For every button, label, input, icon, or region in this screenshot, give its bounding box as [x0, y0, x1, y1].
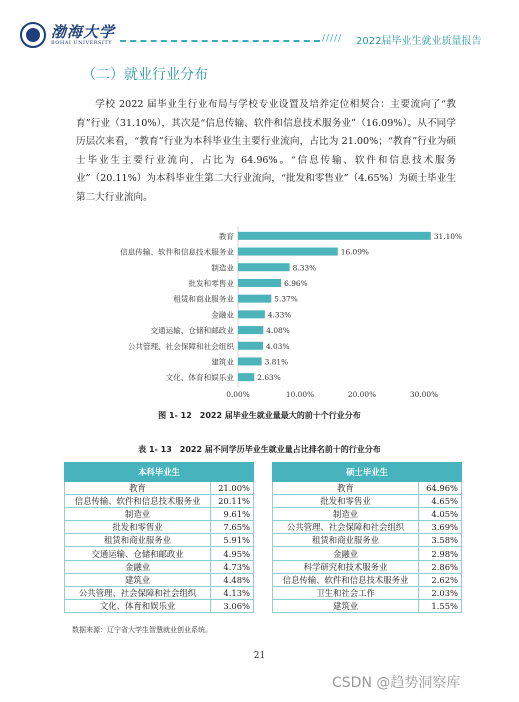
table-row: [65, 521, 254, 534]
table-row: [65, 534, 254, 547]
bar-value-label: 4.33%: [267, 310, 292, 320]
category-label: 建筑业: [211, 357, 234, 367]
figure-caption: 图 1- 12 2022 届毕业生就业量最大的前十个行业分布: [158, 411, 361, 420]
bar-value-label: 2.63%: [257, 373, 281, 383]
section-title: （二）就业行业分布: [82, 67, 208, 83]
industry-name: 制造业: [273, 508, 419, 521]
table-row: [273, 508, 462, 521]
table-row: [273, 599, 462, 612]
bar-value-label: 4.08%: [266, 326, 290, 336]
category-label: 公共管理、社会保障和社会组织: [127, 341, 234, 351]
industry-name: 制造业: [65, 508, 211, 521]
bar-value-label: 6.96%: [284, 278, 308, 288]
table-row: [273, 586, 462, 599]
industry-bar-chart: [60, 222, 470, 402]
x-tick-label: 30.00%: [409, 390, 439, 399]
industry-name: 公共管理、社会保障和社会组织: [65, 586, 211, 599]
industry-share: 3.69%: [419, 521, 462, 534]
table-row: [65, 482, 254, 495]
category-label: 教育: [218, 231, 234, 241]
industry-share: 4.13%: [211, 586, 254, 599]
page-number: 21: [253, 651, 266, 661]
industry-name: 公共管理、社会保障和社会组织: [273, 521, 419, 534]
industry-name: 交通运输、仓储和邮政业: [65, 547, 211, 560]
industry-name: 教育: [273, 482, 419, 495]
category-label: 租赁和商业服务业: [173, 294, 234, 304]
table-row: [65, 508, 254, 521]
category-label: 文化、体育和娱乐业: [165, 373, 234, 383]
bar-value-label: 31.10%: [433, 231, 463, 241]
industry-name: 信息传输、软件和信息技术服务业: [65, 495, 211, 508]
bar: [238, 263, 290, 271]
bar: [238, 248, 338, 256]
header-slash-ornament: /////: [322, 34, 343, 44]
x-tick-label: 20.00%: [347, 390, 377, 399]
table-row: [65, 495, 254, 508]
logo-english-name: BOHAI UNIVERSITY: [51, 40, 113, 46]
table-row: [65, 586, 254, 599]
industry-name: 卫生和社会工作: [273, 586, 419, 599]
industry-share: 4.95%: [211, 547, 254, 560]
table-row: [273, 560, 462, 573]
bar: [238, 232, 431, 240]
table-row: [65, 560, 254, 573]
industry-share: 1.55%: [419, 599, 462, 612]
bar: [238, 373, 254, 381]
industry-name: 文化、体育和娱乐业: [65, 599, 211, 612]
table-row: [273, 521, 462, 534]
graduate-table: [272, 462, 462, 613]
body-paragraph: 学校 2022 届毕业生行业布局与学校专业设置及培养定位相契合：主要流向了“教育”行业（31.10%），其次是“信息传输、软件和信息技术服务业”（16.09%）。从不同学历层次来看，“教育”行业为本科毕业生主要行业流向，占比为 21.00%；“教育”行业为硕士毕业生主要行业流向，占比为 64.96%。“信息传输、软件和信息技术服务业”（20.11%）为本科毕业生第二大行业流向，“批发和零售业”（4.65%）为硕士毕业生第二大行业流向。: [76, 99, 456, 203]
table-row: [273, 495, 462, 508]
logo-chinese-name: 渤海大学: [51, 23, 116, 41]
table-row: [273, 482, 462, 495]
industry-share: 5.91%: [211, 534, 254, 547]
bar-value-label: 4.03%: [265, 341, 290, 351]
industry-share: 4.05%: [419, 508, 462, 521]
industry-name: 批发和零售业: [273, 495, 419, 508]
industry-name: 批发和零售业: [65, 521, 211, 534]
undergraduate-table: [64, 462, 254, 613]
bar: [238, 357, 262, 365]
industry-share: 4.48%: [211, 573, 254, 586]
table-row: [65, 573, 254, 586]
industry-name: 科学研究和技术服务业: [273, 560, 419, 573]
industry-share: 64.96%: [419, 482, 462, 495]
data-source-note: 数据来源：辽宁省大学生智慧就业创业系统。: [72, 626, 212, 634]
table-caption: 表 1- 13 2022 届不同学历毕业生就业量占比排名前十的行业分布: [138, 445, 381, 454]
industry-share: 7.65%: [211, 521, 254, 534]
industry-name: 教育: [65, 482, 211, 495]
industry-share: 3.06%: [211, 599, 254, 612]
table-row: [65, 547, 254, 560]
bar: [238, 326, 263, 334]
watermark: CSDN @趋势洞察库: [332, 675, 461, 691]
table-row: [273, 573, 462, 586]
table-row: [273, 547, 462, 560]
industry-share: 2.86%: [419, 560, 462, 573]
x-tick-label: 0.00%: [226, 390, 250, 399]
industry-name: 金融业: [273, 547, 419, 560]
bar: [238, 279, 281, 287]
industry-share: 9.61%: [211, 508, 254, 521]
table-row: [273, 534, 462, 547]
page-header: [0, 0, 519, 52]
category-label: 信息传输、软件和信息技术服务业: [120, 247, 234, 257]
bar: [238, 310, 265, 318]
bar-value-label: 5.37%: [274, 294, 298, 304]
bar-value-label: 3.81%: [264, 357, 289, 367]
industry-name: 建筑业: [65, 573, 211, 586]
industry-name: 建筑业: [273, 599, 419, 612]
category-label: 制造业: [211, 263, 234, 273]
bar-value-label: 8.33%: [292, 263, 317, 273]
industry-share: 20.11%: [211, 495, 254, 508]
category-label: 批发和零售业: [188, 278, 234, 288]
industry-share: 2.03%: [419, 586, 462, 599]
report-title: 2022届毕业生就业质量报告: [356, 36, 482, 47]
industry-name: 租赁和商业服务业: [65, 534, 211, 547]
category-label: 金融业: [211, 310, 234, 320]
table-row: [65, 599, 254, 612]
bar: [238, 295, 271, 303]
x-tick-label: 10.00%: [285, 390, 315, 399]
bar-value-label: 16.09%: [340, 247, 369, 257]
bar: [238, 342, 263, 350]
industry-share: 3.58%: [419, 534, 462, 547]
industry-share: 2.62%: [419, 573, 462, 586]
graduate-header: 硕士毕业生: [273, 463, 462, 482]
university-logo: [20, 22, 115, 48]
undergraduate-header: 本科毕业生: [65, 463, 254, 482]
category-label: 交通运输、仓储和邮政业: [150, 326, 234, 336]
industry-name: 金融业: [65, 560, 211, 573]
industry-share: 4.65%: [419, 495, 462, 508]
header-divider: [120, 40, 320, 42]
industry-share: 21.00%: [211, 482, 254, 495]
industry-share: 2.98%: [419, 547, 462, 560]
industry-name: 租赁和商业服务业: [273, 534, 419, 547]
industry-name: 信息传输、软件和信息技术服务业: [273, 573, 419, 586]
university-seal-icon: [20, 22, 46, 48]
industry-share: 4.73%: [211, 560, 254, 573]
